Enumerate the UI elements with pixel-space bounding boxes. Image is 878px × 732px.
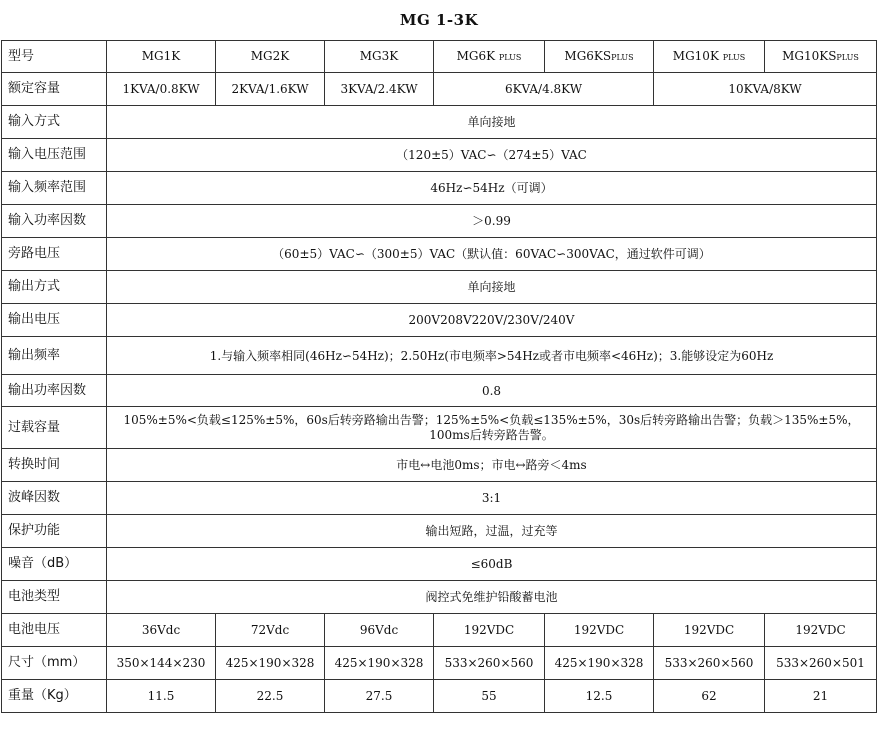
row-output-pf (2, 375, 877, 407)
row-output-voltage (2, 304, 877, 337)
value-output-mode: 单向接地 (107, 271, 877, 304)
spec-table (1, 40, 877, 713)
capacity-cell: 3KVA/2.4KW (325, 73, 434, 106)
model-cell: MG6KSPLUS (545, 41, 654, 73)
row-weight (2, 680, 877, 713)
label-input-pf: 输入功率因数 (2, 205, 107, 238)
dimension-cell: 533×260×560 (434, 647, 545, 680)
model-cell: MG6K PLUS (434, 41, 545, 73)
label-output-voltage: 输出电压 (2, 304, 107, 337)
row-overload (2, 407, 877, 449)
label-dimensions: 尺寸（mm） (2, 647, 107, 680)
value-input-freq: 46Hz∽54Hz（可调） (107, 172, 877, 205)
weight-cell: 21 (765, 680, 877, 713)
row-input-pf (2, 205, 877, 238)
value-input-mode: 单向接地 (107, 106, 877, 139)
value-overload: 105%±5%<负载≤125%±5%，60s后转旁路输出告警；125%±5%<负载≤135%±5%，30s后转旁路输出告警；负载＞135%±5%，100ms后转旁路告警。 (107, 407, 877, 449)
row-input-freq (2, 172, 877, 205)
capacity-cell: 2KVA/1.6KW (216, 73, 325, 106)
row-crest-factor (2, 482, 877, 515)
label-output-mode: 输出方式 (2, 271, 107, 304)
value-crest-factor: 3:1 (107, 482, 877, 515)
row-dimensions (2, 647, 877, 680)
label-capacity: 额定容量 (2, 73, 107, 106)
battery-voltage-cell: 192VDC (654, 614, 765, 647)
weight-cell: 62 (654, 680, 765, 713)
value-battery-type: 阀控式免维护铅酸蓄电池 (107, 581, 877, 614)
row-battery-type (2, 581, 877, 614)
label-weight: 重量（Kg） (2, 680, 107, 713)
row-input-voltage (2, 139, 877, 172)
battery-voltage-cell: 192VDC (545, 614, 654, 647)
label-noise: 噪音（dB） (2, 548, 107, 581)
row-input-mode (2, 106, 877, 139)
weight-cell: 27.5 (325, 680, 434, 713)
label-input-mode: 输入方式 (2, 106, 107, 139)
label-model: 型号 (2, 41, 107, 73)
dimension-cell: 425×190×328 (545, 647, 654, 680)
dimension-cell: 533×260×560 (654, 647, 765, 680)
value-noise: ≤60dB (107, 548, 877, 581)
label-battery-type: 电池类型 (2, 581, 107, 614)
value-input-voltage: （120±5）VAC∽（274±5）VAC (107, 139, 877, 172)
row-output-mode (2, 271, 877, 304)
value-output-pf: 0.8 (107, 375, 877, 407)
label-output-pf: 输出功率因数 (2, 375, 107, 407)
weight-cell: 11.5 (107, 680, 216, 713)
label-battery-voltage: 电池电压 (2, 614, 107, 647)
dimension-cell: 533×260×501 (765, 647, 877, 680)
battery-voltage-cell: 192VDC (765, 614, 877, 647)
value-protection: 输出短路，过温，过充等 (107, 515, 877, 548)
row-capacity (2, 73, 877, 106)
battery-voltage-cell: 36Vdc (107, 614, 216, 647)
model-cell: MG10K PLUS (654, 41, 765, 73)
row-battery-voltage (2, 614, 877, 647)
row-bypass-voltage (2, 238, 877, 271)
model-cell: MG3K (325, 41, 434, 73)
capacity-cell: 10KVA/8KW (654, 73, 877, 106)
weight-cell: 55 (434, 680, 545, 713)
dimension-cell: 425×190×328 (216, 647, 325, 680)
row-protection (2, 515, 877, 548)
label-crest-factor: 波峰因数 (2, 482, 107, 515)
document-title: MG 1-3K (399, 11, 479, 29)
row-transfer-time (2, 449, 877, 482)
value-output-freq: 1.与输入频率相同(46Hz∽54Hz)；2.50Hz(市电频率>54Hz或者市电频率<46Hz)；3.能够设定为60Hz (107, 337, 877, 375)
label-bypass-voltage: 旁路电压 (2, 238, 107, 271)
model-cell: MG1K (107, 41, 216, 73)
label-output-freq: 输出频率 (2, 337, 107, 375)
label-input-voltage: 输入电压范围 (2, 139, 107, 172)
weight-cell: 22.5 (216, 680, 325, 713)
dimension-cell: 425×190×328 (325, 647, 434, 680)
battery-voltage-cell: 192VDC (434, 614, 545, 647)
dimension-cell: 350×144×230 (107, 647, 216, 680)
label-input-freq: 输入频率范围 (2, 172, 107, 205)
row-output-freq (2, 337, 877, 375)
battery-voltage-cell: 96Vdc (325, 614, 434, 647)
row-model (2, 41, 877, 73)
battery-voltage-cell: 72Vdc (216, 614, 325, 647)
value-bypass-voltage: （60±5）VAC∽（300±5）VAC（默认值：60VAC∽300VAC，通过软件可调） (107, 238, 877, 271)
label-protection: 保护功能 (2, 515, 107, 548)
capacity-cell: 6KVA/4.8KW (434, 73, 654, 106)
value-input-pf: ＞0.99 (107, 205, 877, 238)
label-transfer-time: 转换时间 (2, 449, 107, 482)
value-output-voltage: 200V208V220V/230V/240V (107, 304, 877, 337)
capacity-cell: 1KVA/0.8KW (107, 73, 216, 106)
weight-cell: 12.5 (545, 680, 654, 713)
row-noise (2, 548, 877, 581)
label-overload: 过载容量 (2, 407, 107, 449)
model-cell: MG2K (216, 41, 325, 73)
model-cell: MG10KSPLUS (765, 41, 877, 73)
value-transfer-time: 市电↔电池0ms；市电↔路旁＜4ms (107, 449, 877, 482)
